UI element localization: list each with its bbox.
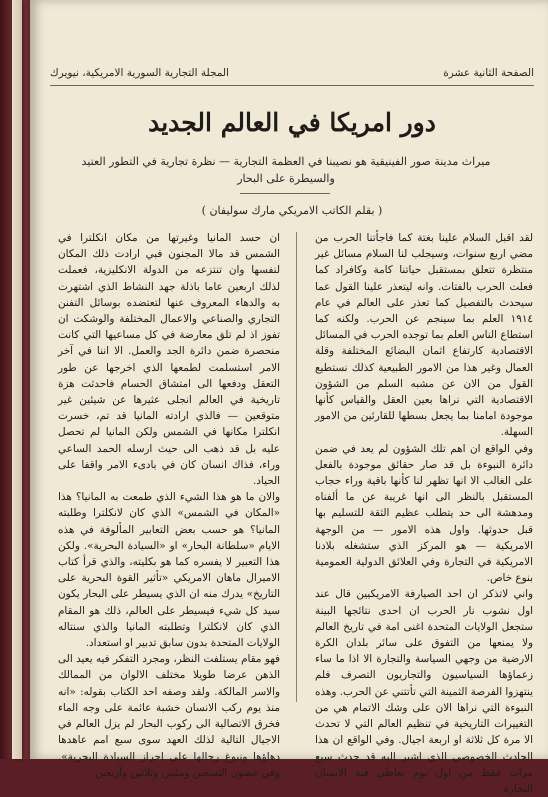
publication-name: المجلة التجارية السورية الامريكية، نيويرك bbox=[50, 66, 229, 79]
page-number-label: الصفحة الثانية عشرة bbox=[443, 66, 534, 79]
article-column-left bbox=[58, 230, 280, 781]
subtitle-rule bbox=[240, 193, 330, 194]
paragraph: واني لاتذكر ان احد الصيارفة الامريكيين قال عند اول نشوب نار الحرب ان احدى نتائجها البينة ستجعل الولايات المتحدة اغنى امة في تاريخ العالم ولا يمنعها من التفوق على سائر بلدان الكرة الارضية من وجهي السياسة والتجارة الا اذا ما ساء زعماؤها السياسيون والتجاريون التصرف فلم ينتهزوا الفرصة الثمينة التي تأتتني عن الحرب. وهذه النبوءة التي نراها الان على وشك الاتمام هي من التغييرات التاريخية في تنظيم العالم التي لا تحدث الا مرة كل ثلاثة او اربعة اجيال. وفي الواقع ان هذا الحادث الخصوصي الذي اشير اليه قد حدث سبع مرات فقط من اول يوم تعاطى فيه الانسان التجارة. bbox=[315, 588, 533, 795]
page-header bbox=[50, 64, 534, 86]
previous-page-edge bbox=[12, 0, 22, 759]
article-title: دور امريكا في العالم الجديد bbox=[148, 108, 436, 137]
paragraph: فهو مقام يستلفت النظر، ومجرد التفكر فيه يعيد الى الذهن عرضا طويلا مختلف الالوان من الممالك والاسر المالكة. ولقد وصفه احد الكتاب بقوله: «انه منذ يوم ركب الانسان خشبة عائمة على وجه الماء فخرق الاتصالية الى ركوب البحار لم يزل العالم في الاجيال التالية لذلك العهد سوى سبع امم عاهدها دهاؤها ونبوغ رجالها على احراز السيادة البحرية». وفي غضون التسعين ومئتين وثلاثين وأربعين bbox=[58, 653, 280, 779]
column-divider bbox=[296, 232, 297, 702]
paragraph: والان ما هو هذا الشيء الذي طمعت به المانيا؟ هذا «المكان في الشمس» الذي كان لانكلترا وطلبته المانيا؟ هو حسب بعض التعابير المألوفة في هذه الايام «سلطانة البحار» او «السيادة البحرية». ولكن هذا التعبير لا يفسره كما هو بكليته، والذي قرأ كتاب الاميرال ماهان الامريكي «تأثير القوة البحرية على التاريخ» يدرك منه ان الذي يسيطر على البحار يكون سيد كل شيء فيسيطر على العالم، ذلك هو المقام الذي كان لانكلترا وتطلبته المانيا والذي سنتاله الولايات المتحدة بدون سابق تدبير او استعداد. bbox=[58, 491, 280, 650]
article-byline: ( بقلم الكاتب الامريكي مارك سوليفان ) bbox=[201, 204, 383, 217]
paragraph: وفي الواقع ان اهم تلك الشؤون لم يعد في ضمن دائرة النبوءة بل قد صار حقائق موجودة بالفعل على الغالب الا انها تظهر لنا كأنها باقية وراء حجاب المستقبل بالنظر الى انها غريبة عن ما ألفناه ومدهشة الى حد يتطلب عظيم الثقة للتسليم بها قبل حدوثها. واول هذه الامور — من الوجهة الامريكية — هو المركز الذي ستشغله بلادنا الامريكية في التجارة وفي العلائق الدولية العمومية بنوع خاص. bbox=[315, 442, 533, 585]
article-subtitle: ميراث مدينة صور الفينيقية هو نصيبنا في العظمة التجارية — نظرة تجارية في التطور العتيد والسيطرة على البحار bbox=[81, 155, 491, 185]
article-column-right bbox=[315, 230, 533, 797]
journal-page bbox=[30, 0, 548, 795]
paragraph: ان حسد المانيا وغيرتها من مكان انكلترا في الشمس قد مالا المجنون فبي ارادت ذلك المكان لنفسها وان تنتزعه من الدولة الانكليزية، فعملت لذلك اربعين عاما باذلة جهد النشاط الذي اشتهرت به والدهاء المعروف عنها لتعتضده بوسائل التفنن التجاري والصناعي والاعمال المختلفة والوشكت ان تفوز اذ لم تلق معارضة في كل مساعيها التي كانت منحصرة ضمن دائرة الجد والعمل. الا اننا في آخر الامر استسلمت لطمعها الذي اخرجها عن طور التعقل ودفعها الى امتشاق الحسام فاحدثت هزة تاريخية في العالم انجلى عثيرها عن شيئين غير متوقعين — فالذي ارادته المانيا قد تم، خسرت انكلترا مكانها في الشمس ولكن المانيا لم تحصل عليه بل قد ذهب الى حيث ارسله الحمد الساعي وراء، فذاك انسان كان في بادىء الامر واقفا على الحياد. bbox=[58, 232, 280, 488]
paragraph: لقد اقبل السلام علينا بغتة كما فاجأتنا الحرب من مضي اربع سنوات، وسيجلب لنا السلام مسائل غير منتظرة تتعلق بمستقبل حياتنا كامة وكافراد كما فعلت الحرب بالفتات. وانه ليتعذر علينا القول عما سيحدث بالتفصيل كما تعذر على العالم في عام ١٩١٤ العلم بما سينجم عن الحرب. ولكنه كما استطاع الناس العلم بما توجده الحرب في المسائل الاقتصادية كارتفاع اثمان البضائع المختلفة وقلة العمال وغير هذا من الامور الطبيعية كذلك نستطيع القول من الان عن مشبه السلم من الشؤون الاقتصادية التي نراها بعين العقل والقياس كأنها موجودة امامنا بما يجعل بسطها للقارئين من الامور السهلة. bbox=[315, 232, 533, 439]
